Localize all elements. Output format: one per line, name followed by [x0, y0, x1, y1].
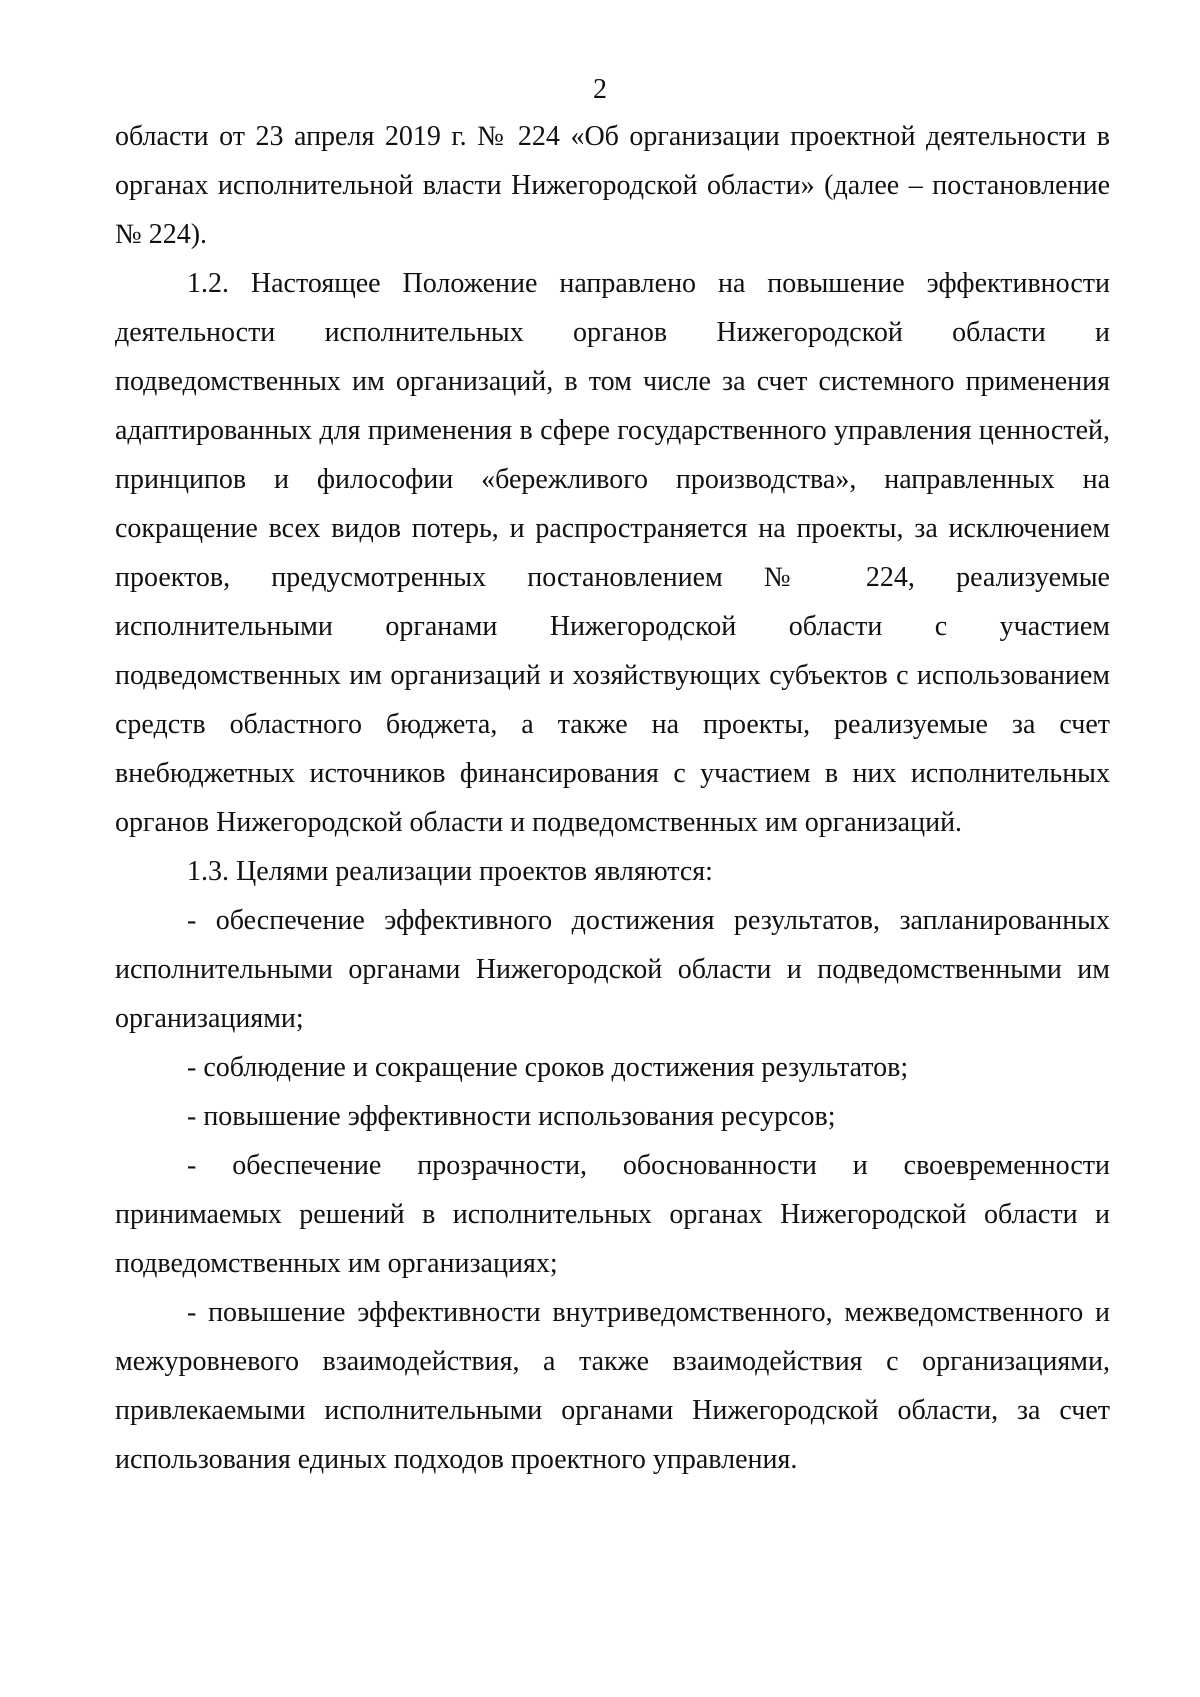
page-number: 2: [593, 74, 607, 105]
paragraph-intro-continuation: области от 23 апреля 2019 г. № 224 «Об организации проектной деятельности в органах исполнительной власти Нижегородской области» (далее – постановление № 224).: [115, 121, 1110, 250]
list-item-goal-transparency: - обеспечение прозрачности, обоснованности и своевременности принимаемых решений в исполнительных органах Нижегородской области и подведомственных им организациях;: [115, 1150, 1110, 1279]
list-item-goal-resources: - повышение эффективности использования ресурсов;: [187, 1101, 836, 1132]
list-item-goal-deadlines: - соблюдение и сокращение сроков достижения результатов;: [187, 1052, 909, 1083]
document-body: [115, 112, 1110, 1484]
list-item-goal-results: - обеспечение эффективного достижения результатов, запланированных исполнительными органами Нижегородской области и подведомственными им организациями;: [115, 905, 1110, 1034]
paragraph-1-3-heading: 1.3. Целями реализации проектов являются:: [187, 856, 713, 887]
paragraph-1-2: 1.2. Настоящее Положение направлено на повышение эффективности деятельности исполнительных органов Нижегородской области и подведомственных им организаций, в том числе за счет системного применения адаптированных для применения в сфере государственного управления ценностей, принципов и философии «бережливого производства», направленных на сокращение всех видов потерь, и распространяется на проекты, за исключением проектов, предусмотренных постановлением № 224, реализуемые исполнительными органами Нижегородской области с участием подведомственных им организаций и хозяйствующих субъектов с использованием средств областного бюджета, а также на проекты, реализуемые за счет внебюджетных источников финансирования с участием в них исполнительных органов Нижегородской области и подведомственных им организаций.: [115, 268, 1110, 838]
list-item-goal-interaction: - повышение эффективности внутриведомственного, межведомственного и межуровневого взаимодействия, а также взаимодействия с организациями, привлекаемыми исполнительными органами Нижегородской области, за счет использования единых подходов проектного управления.: [115, 1297, 1110, 1475]
